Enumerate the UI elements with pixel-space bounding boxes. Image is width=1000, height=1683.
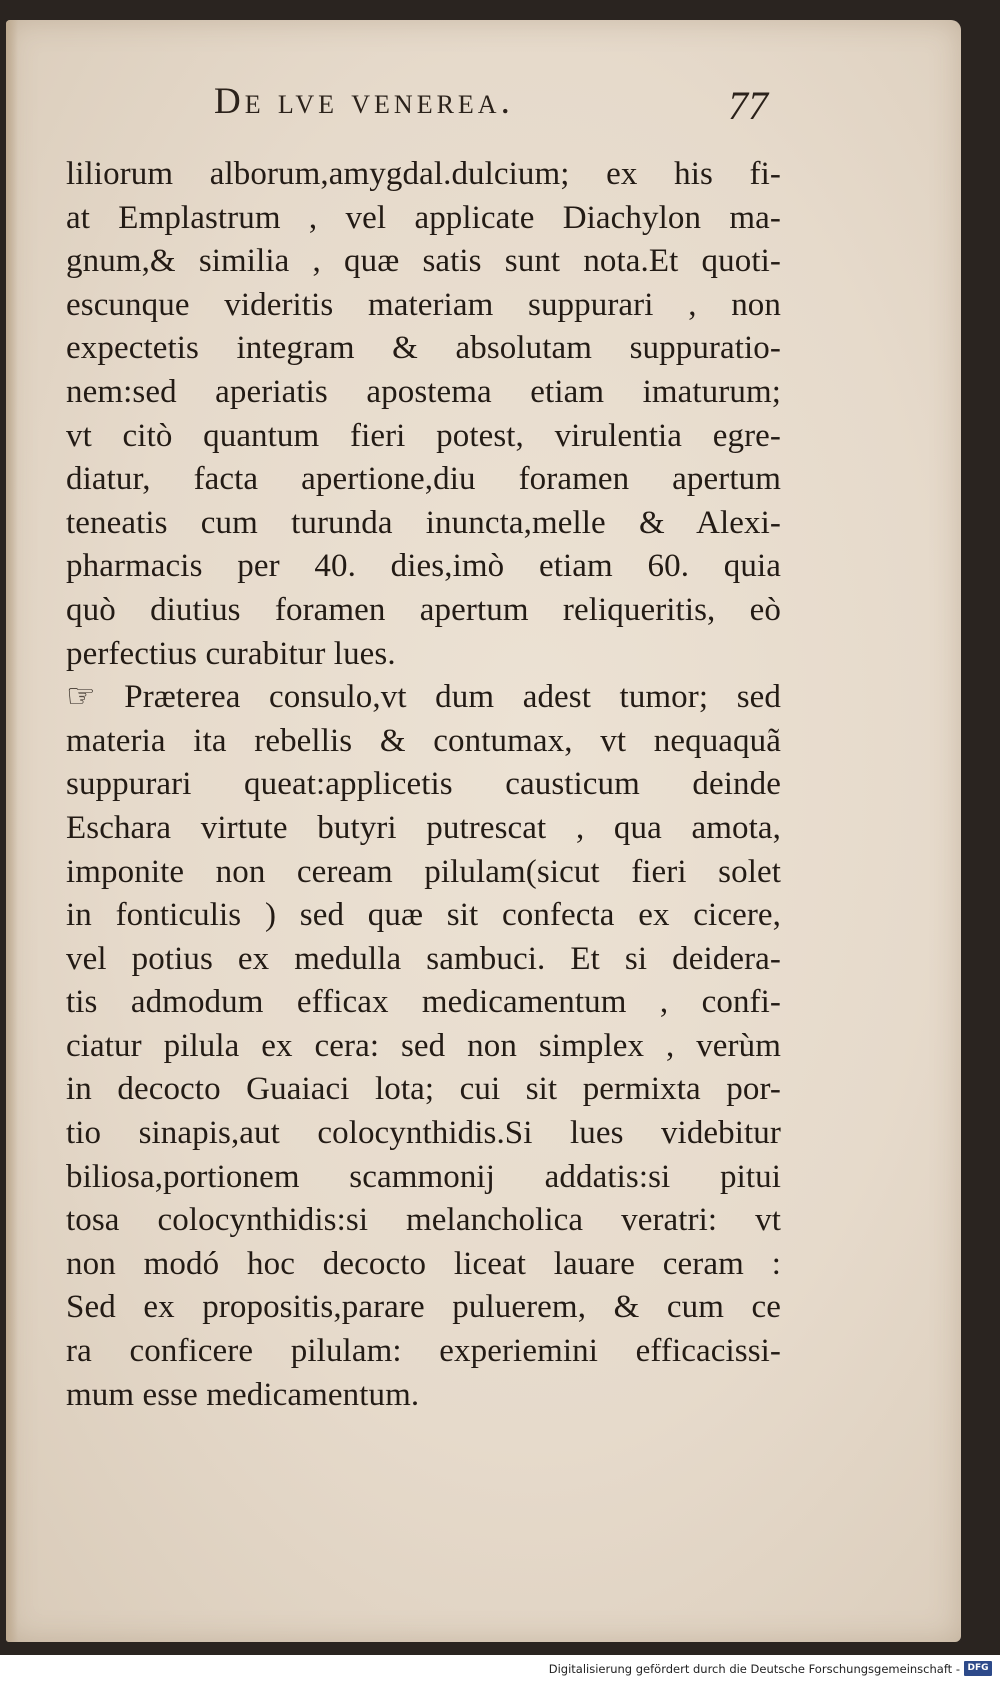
text-line: suppurari queat:applicetis causticum deinde xyxy=(66,766,781,803)
text-line: tio sinapis,aut colocynthidis.Si lues videbitur xyxy=(66,1115,781,1152)
text-line: quò diutius foramen apertum reliqueritis, eò xyxy=(66,591,781,628)
text-line: non modó hoc decocto liceat lauare ceram : xyxy=(66,1245,781,1282)
text-line: teneatis cum turunda inuncta,melle & Alexi- xyxy=(66,504,781,541)
text-line: tis admodum efficax medicamentum , confi- xyxy=(66,984,781,1021)
book-page xyxy=(6,20,961,1642)
text-line: ciatur pilula ex cera: sed non simplex , verùm xyxy=(66,1027,781,1064)
page-gutter-shadow xyxy=(6,20,18,1642)
text-line: imponite non ceream pilulam(sicut fieri solet xyxy=(66,853,781,890)
footer-bar xyxy=(0,1655,1000,1683)
text-line: in decocto Guaiaci lota; cui sit permixta por- xyxy=(66,1071,781,1108)
text-line: nem:sed aperiatis apostema etiam imaturum; xyxy=(66,373,781,410)
text-line: perfectius curabitur lues. xyxy=(66,635,396,672)
page-number: 77 xyxy=(728,83,768,128)
text-line: biliosa,portionem scammonij addatis:si pitui xyxy=(66,1158,781,1195)
text-line: in fonticulis ) sed quæ sit confecta ex cicere, xyxy=(66,897,781,934)
text-line: tosa colocynthidis:si melancholica veratri: vt xyxy=(66,1202,781,1239)
text-line: vel potius ex medulla sambuci. Et si deidera- xyxy=(66,940,781,977)
text-line: pharmacis per 40. dies,imò etiam 60. quia xyxy=(66,548,781,585)
text-line: vt citò quantum fieri potest, virulentia egre- xyxy=(66,417,781,454)
running-head: De lve venerea. xyxy=(214,81,514,122)
text-line: Eschara virtute butyri putrescat , qua amota, xyxy=(66,809,781,846)
footer-credit: Digitalisierung gefördert durch die Deutsche Forschungsgemeinschaft - xyxy=(548,1662,960,1676)
text-line: mum esse medicamentum. xyxy=(66,1376,420,1413)
text-line: at Emplastrum , vel applicate Diachylon ma- xyxy=(66,199,781,236)
text-line: gnum,& similia , quæ satis sunt nota.Et quoti- xyxy=(66,243,781,280)
text-line: liliorum alborum,amygdal.dulcium; ex his fi- xyxy=(66,156,781,192)
text-line: expectetis integram & absolutam suppuratio- xyxy=(66,330,781,367)
text-line: ra conficere pilulam: experiemini efficacissi- xyxy=(66,1333,781,1370)
text-line: Sed ex propositis,parare puluerem, & cum ce xyxy=(66,1289,781,1326)
text-line: escunque videritis materiam suppurari , non xyxy=(66,286,781,323)
dfg-logo-icon: DFG xyxy=(964,1661,992,1676)
text-line: diatur, facta apertione,diu foramen apertum xyxy=(66,461,781,498)
text-line: materia ita rebellis & contumax, vt nequaquã xyxy=(66,722,781,759)
text-line: ☞ Præterea consulo,vt dum adest tumor; sed xyxy=(66,679,781,716)
body-text xyxy=(66,153,781,1417)
